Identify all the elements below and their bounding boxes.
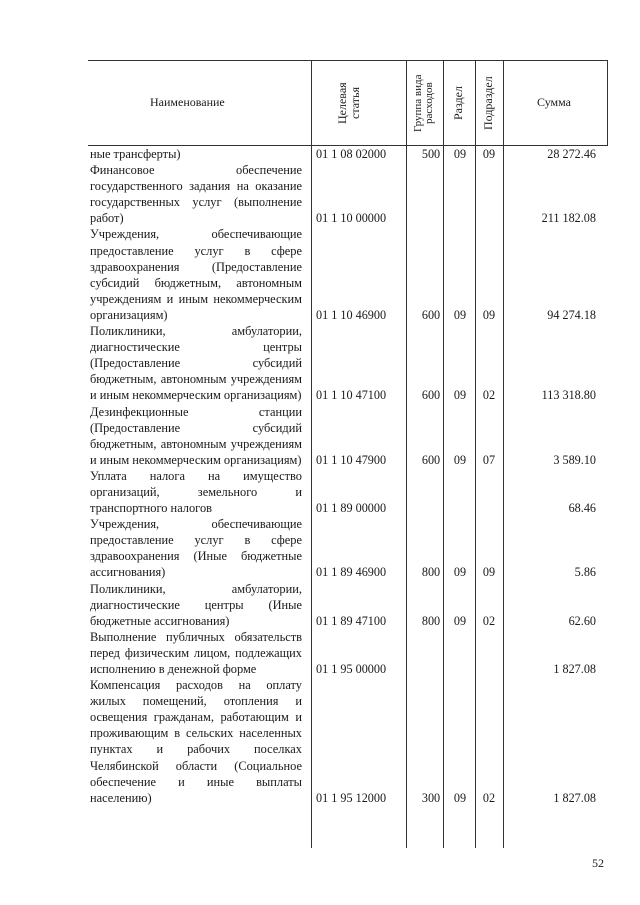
row-section: 09 [453,790,467,805]
row-sum: 68.46 [568,501,596,516]
row-name: Компенсация расходов на оплату жилых помещений, отопления и освещения гражданам, работающим и проживающим в сельских населенных пунктах и рабочих поселках Челябинской области (Социальное обеспечение и иные выплаты населению) [90,678,302,805]
table-row [88,516,608,580]
table-row [88,162,608,226]
row-name: Выполнение публичных обязательств перед физическим лицом, подлежащих исполнению в денежной форме [90,629,302,676]
row-subsection: 09 [482,147,496,161]
row-sum: 1 827.08 [553,790,596,805]
table-row [88,677,608,806]
header-sum: Сумма [537,95,571,109]
row-subsection: 09 [482,565,496,580]
table-row [88,146,608,162]
row-sum: 3 589.10 [553,452,596,467]
row-sum: 62.60 [568,613,596,628]
row-name: Поликлиники, амбулатории, диагностические центры (Предоставление субсидий бюджетным, автономным учреждениям и иным некоммерческим организациям) [90,324,302,403]
row-code: 01 1 10 47900 [316,452,387,467]
row-code: 01 1 95 12000 [316,790,387,805]
row-name: Учреждения, обеспечивающие предоставление услуг в сфере здравоохранения (Иные бюджетные ассигнования) [90,517,302,580]
row-subsection: 02 [482,790,496,805]
header-section: Раздел [451,86,465,120]
row-subsection: 09 [482,307,496,322]
table-row [88,404,608,468]
row-group: 500 [421,147,441,161]
table-body [88,146,608,806]
row-group: 800 [421,613,441,628]
row-group: 600 [421,388,441,403]
page-number: 52 [592,856,604,870]
row-section: 09 [453,147,467,161]
row-subsection: 02 [482,613,496,628]
row-code: 01 1 10 00000 [316,211,387,226]
row-name: Поликлиники, амбулатории, диагностические центры (Иные бюджетные ассигнования) [90,581,302,628]
col-divider-sum [607,60,608,146]
table-row [88,468,608,516]
table-row [88,323,608,403]
row-section: 09 [453,565,467,580]
row-sum: 5.86 [574,565,596,580]
header-group: Группа вида расходов [412,74,435,132]
row-code: 01 1 10 47100 [316,388,387,403]
row-name: Финансовое обеспечение государственного задания на оказание государственных услуг (выполнение работ) [90,163,302,226]
row-code: 01 1 89 46900 [316,565,387,580]
row-sum: 211 182.08 [541,211,596,226]
row-code: 01 1 10 46900 [316,307,387,322]
header-target: Целевая статья [335,82,362,124]
table-top-border [88,60,608,61]
row-sum: 94 274.18 [547,307,596,322]
row-name: ные трансферты) [90,147,181,161]
table-row [88,629,608,677]
row-code: 01 1 89 00000 [316,501,387,516]
row-code: 01 1 95 00000 [316,662,387,676]
row-section: 09 [453,388,467,403]
row-section: 09 [453,307,467,322]
row-code: 01 1 08 02000 [316,147,387,161]
row-sum: 1 827.08 [553,662,596,676]
row-code: 01 1 89 47100 [316,613,387,628]
row-group: 800 [421,565,441,580]
table-row [88,226,608,323]
row-name: Дезинфекционные станции (Предоставление субсидий бюджетным, автономным учреждениям и иным некоммерческим организациям) [90,404,302,467]
row-subsection: 02 [482,388,496,403]
table-row [88,581,608,629]
row-group: 600 [421,452,441,467]
row-sum: 113 318.80 [541,388,596,403]
row-name: Уплата налога на имущество организаций, земельного и транспортного налогов [90,468,302,516]
row-subsection: 07 [482,452,496,467]
row-group: 300 [421,790,441,805]
header-name: Наименование [150,95,225,109]
row-section: 09 [453,452,467,467]
header-subsection: Подраздел [481,76,495,130]
row-name: Учреждения, обеспечивающие предоставление услуг в сфере здравоохранения (Предоставление субсидий бюджетным, автономным учреждениям и иным некоммерческим организациям) [90,227,302,322]
row-section: 09 [453,613,467,628]
row-group: 600 [421,307,441,322]
row-sum: 28 272.46 [547,147,596,161]
